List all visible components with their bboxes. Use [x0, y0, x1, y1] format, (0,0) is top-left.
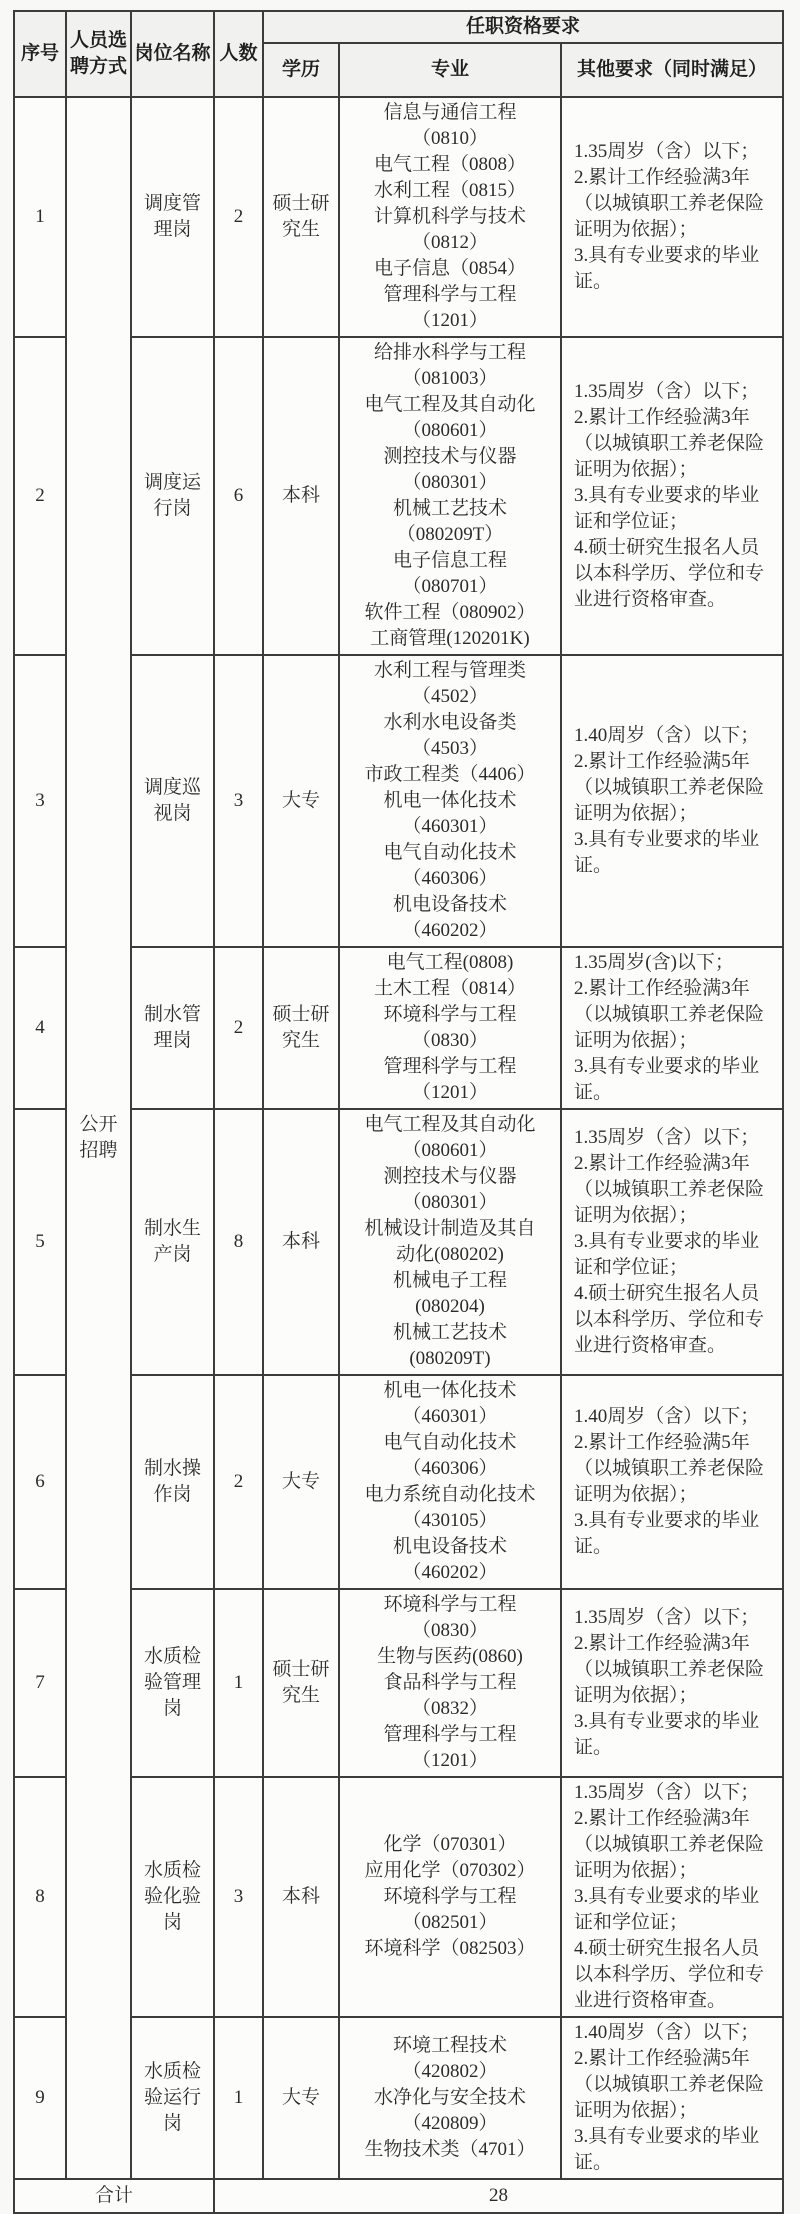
- requirement-line: 3.具有专业要求的毕业证。: [574, 829, 760, 876]
- requirement-line: 1.35周岁(含)以下；: [574, 952, 734, 973]
- requirement-line: 3.具有专业要求的毕业证和学位证；: [574, 485, 760, 532]
- serial-cell: 7: [14, 1589, 66, 1777]
- requirement-line: 3.具有专业要求的毕业证。: [574, 1510, 760, 1557]
- major-line: 电子信息（0854）: [373, 258, 526, 279]
- headcount-cell: 1: [214, 2017, 263, 2179]
- serial-cell: 5: [14, 1109, 66, 1375]
- major-line: 管理科学与工程（1201）: [383, 1056, 517, 1103]
- requirements-cell: [561, 1375, 783, 1589]
- education-cell: 硕士研究生: [263, 1589, 339, 1777]
- major-line: 电气工程（0808）: [373, 154, 526, 175]
- majors-cell: [339, 947, 561, 1109]
- major-line: 环境科学与工程（082501）: [383, 1886, 517, 1933]
- requirement-line: 2.累计工作经验满3年（以城镇职工养老保险证明为依据）；: [574, 1633, 765, 1706]
- requirement-line: 2.累计工作经验满3年（以城镇职工养老保险证明为依据）；: [574, 167, 765, 240]
- major-line: 水净化与安全技术（420809）: [373, 2087, 526, 2134]
- major-line: 信息与通信工程（0810）: [383, 102, 517, 149]
- major-line: 测控技术与仪器（080301）: [383, 1166, 517, 1213]
- education-cell: 大专: [263, 655, 339, 947]
- major-line: 环境工程技术（420802）: [392, 2035, 507, 2082]
- major-line: 机械设计制造及其自动化(080202): [364, 1218, 536, 1265]
- headcount-cell: 3: [214, 655, 263, 947]
- major-line: 电力系统自动化技术（430105）: [364, 1484, 536, 1531]
- table-body: [14, 97, 783, 2179]
- requirements-cell: [561, 1109, 783, 1375]
- footer-total-value: 28: [214, 2179, 783, 2213]
- major-line: 测控技术与仪器（080301）: [383, 446, 517, 493]
- education-cell: 大专: [263, 2017, 339, 2179]
- table-row: [14, 97, 783, 337]
- recruitment-table: [13, 10, 784, 2214]
- requirement-line: 1.35周岁（含）以下；: [574, 1607, 760, 1628]
- major-line: 管理科学与工程（1201）: [383, 1724, 517, 1771]
- requirements-cell: [561, 947, 783, 1109]
- major-line: 食品科学与工程（0832）: [383, 1672, 517, 1719]
- education-cell: 硕士研究生: [263, 97, 339, 337]
- requirements-cell: [561, 97, 783, 337]
- requirements-cell: [561, 1777, 783, 2017]
- major-line: 工商管理(120201K): [370, 628, 530, 649]
- serial-cell: 1: [14, 97, 66, 337]
- major-line: 管理科学与工程（1201）: [383, 284, 517, 331]
- education-cell: 本科: [263, 1777, 339, 2017]
- position-cell: 制水管理岗: [131, 947, 214, 1109]
- requirement-line: 2.累计工作经验满5年（以城镇职工养老保险证明为依据）；: [574, 1432, 765, 1505]
- major-line: 电气工程及其自动化（080601）: [364, 394, 536, 441]
- header-position: 岗位名称: [131, 11, 214, 97]
- major-line: 机电设备技术（460202）: [392, 894, 507, 941]
- headcount-cell: 3: [214, 1777, 263, 2017]
- major-line: 电气工程及其自动化（080601）: [364, 1114, 536, 1161]
- major-line: 环境科学与工程（0830）: [383, 1594, 517, 1641]
- major-line: 水利工程与管理类（4502）: [373, 660, 526, 707]
- requirement-line: 2.累计工作经验满3年（以城镇职工养老保险证明为依据）；: [574, 407, 765, 480]
- headcount-cell: 6: [214, 337, 263, 655]
- requirement-line: 4.硕士研究生报名人员以本科学历、学位和专业进行资格审查。: [574, 1938, 765, 2011]
- footer-row: [14, 2179, 783, 2213]
- header-row-1: [14, 11, 783, 43]
- headcount-cell: 8: [214, 1109, 263, 1375]
- major-line: 市政工程类（4406）: [364, 764, 536, 785]
- major-line: 电气自动化技术（460306）: [383, 842, 517, 889]
- major-line: 计算机科学与技术（0812）: [373, 206, 526, 253]
- major-line: 机械电子工程(080204): [392, 1270, 507, 1317]
- requirement-line: 2.累计工作经验满3年（以城镇职工养老保险证明为依据）；: [574, 1808, 765, 1881]
- header-education: 学历: [263, 43, 339, 97]
- requirements-cell: [561, 337, 783, 655]
- requirement-line: 4.硕士研究生报名人员以本科学历、学位和专业进行资格审查。: [574, 1283, 765, 1356]
- major-line: 机械工艺技术(080209T): [392, 1322, 507, 1369]
- major-line: 环境科学（082503）: [364, 1938, 536, 1959]
- requirement-line: 3.具有专业要求的毕业证。: [574, 1056, 760, 1103]
- majors-cell: [339, 1375, 561, 1589]
- requirement-line: 2.累计工作经验满5年（以城镇职工养老保险证明为依据）；: [574, 751, 765, 824]
- requirement-line: 2.累计工作经验满5年（以城镇职工养老保险证明为依据）；: [574, 2048, 765, 2121]
- requirements-cell: [561, 2017, 783, 2179]
- majors-cell: [339, 1109, 561, 1375]
- headcount-cell: 2: [214, 1375, 263, 1589]
- education-cell: 本科: [263, 337, 339, 655]
- serial-cell: 9: [14, 2017, 66, 2179]
- major-line: 机电一体化技术（460301）: [383, 790, 517, 837]
- major-line: 机电一体化技术（460301）: [383, 1380, 517, 1427]
- requirement-line: 1.35周岁（含）以下；: [574, 1127, 760, 1148]
- requirement-line: 2.累计工作经验满3年（以城镇职工养老保险证明为依据）；: [574, 978, 765, 1051]
- major-line: 应用化学（070302）: [364, 1860, 536, 1881]
- position-cell: 水质检验化验岗: [131, 1777, 214, 2017]
- position-cell: 水质检验运行岗: [131, 2017, 214, 2179]
- requirement-line: 3.具有专业要求的毕业证和学位证；: [574, 1231, 760, 1278]
- header-method: 人员选聘方式: [66, 11, 131, 97]
- header-other-requirements: 其他要求（同时满足）: [561, 43, 783, 97]
- major-line: 软件工程（080902）: [364, 602, 536, 623]
- requirement-line: 1.35周岁（含）以下；: [574, 141, 760, 162]
- major-line: 生物与医药(0860): [377, 1646, 523, 1667]
- table-footer: [14, 2179, 783, 2213]
- requirement-line: 1.35周岁（含）以下；: [574, 1782, 760, 1803]
- requirement-line: 2.累计工作经验满3年（以城镇职工养老保险证明为依据）；: [574, 1153, 765, 1226]
- requirement-line: 3.具有专业要求的毕业证。: [574, 2126, 760, 2173]
- requirement-line: 3.具有专业要求的毕业证。: [574, 1711, 760, 1758]
- education-cell: 大专: [263, 1375, 339, 1589]
- position-cell: 调度巡视岗: [131, 655, 214, 947]
- serial-cell: 4: [14, 947, 66, 1109]
- major-line: 机械工艺技术（080209T）: [392, 498, 507, 545]
- footer-total-label: 合计: [14, 2179, 214, 2213]
- header-serial: 序号: [14, 11, 66, 97]
- requirement-line: 1.40周岁（含）以下；: [574, 725, 760, 746]
- header-headcount: 人数: [214, 11, 263, 97]
- major-line: 机电设备技术（460202）: [392, 1536, 507, 1583]
- serial-cell: 8: [14, 1777, 66, 2017]
- serial-cell: 2: [14, 337, 66, 655]
- requirement-line: 3.具有专业要求的毕业证和学位证；: [574, 1886, 760, 1933]
- position-cell: 制水生产岗: [131, 1109, 214, 1375]
- requirement-line: 3.具有专业要求的毕业证。: [574, 245, 760, 292]
- serial-cell: 6: [14, 1375, 66, 1589]
- major-line: 生物技术类（4701）: [364, 2139, 536, 2160]
- headcount-cell: 1: [214, 1589, 263, 1777]
- majors-cell: [339, 337, 561, 655]
- requirement-line: 4.硕士研究生报名人员以本科学历、学位和专业进行资格审查。: [574, 537, 765, 610]
- requirements-cell: [561, 1589, 783, 1777]
- majors-cell: [339, 97, 561, 337]
- major-line: 水利工程（0815）: [373, 180, 526, 201]
- major-line: 电气自动化技术（460306）: [383, 1432, 517, 1479]
- major-line: 电气工程(0808): [386, 952, 514, 973]
- major-line: 土木工程（0814）: [373, 978, 526, 999]
- education-cell: 本科: [263, 1109, 339, 1375]
- headcount-cell: 2: [214, 947, 263, 1109]
- majors-cell: [339, 1777, 561, 2017]
- position-cell: 调度管理岗: [131, 97, 214, 337]
- major-line: 化学（070301）: [383, 1834, 517, 1855]
- position-cell: 调度运行岗: [131, 337, 214, 655]
- major-line: 环境科学与工程（0830）: [383, 1004, 517, 1051]
- education-cell: 硕士研究生: [263, 947, 339, 1109]
- position-cell: 制水操作岗: [131, 1375, 214, 1589]
- table-header: [14, 11, 783, 97]
- majors-cell: [339, 1589, 561, 1777]
- requirements-cell: [561, 655, 783, 947]
- major-line: 水利水电设备类（4503）: [383, 712, 517, 759]
- majors-cell: [339, 655, 561, 947]
- major-line: 电子信息工程（080701）: [392, 550, 507, 597]
- header-qualifications: 任职资格要求: [263, 11, 783, 43]
- serial-cell: 3: [14, 655, 66, 947]
- requirement-line: 1.35周岁（含）以下；: [574, 381, 760, 402]
- position-cell: 水质检验管理岗: [131, 1589, 214, 1777]
- header-major: 专业: [339, 43, 561, 97]
- major-line: 给排水科学与工程（081003）: [373, 342, 526, 389]
- requirement-line: 1.40周岁（含）以下；: [574, 2022, 760, 2043]
- majors-cell: [339, 2017, 561, 2179]
- recruit-method-cell: 公开招聘: [66, 97, 131, 2179]
- headcount-cell: 2: [214, 97, 263, 337]
- requirement-line: 1.40周岁（含）以下；: [574, 1406, 760, 1427]
